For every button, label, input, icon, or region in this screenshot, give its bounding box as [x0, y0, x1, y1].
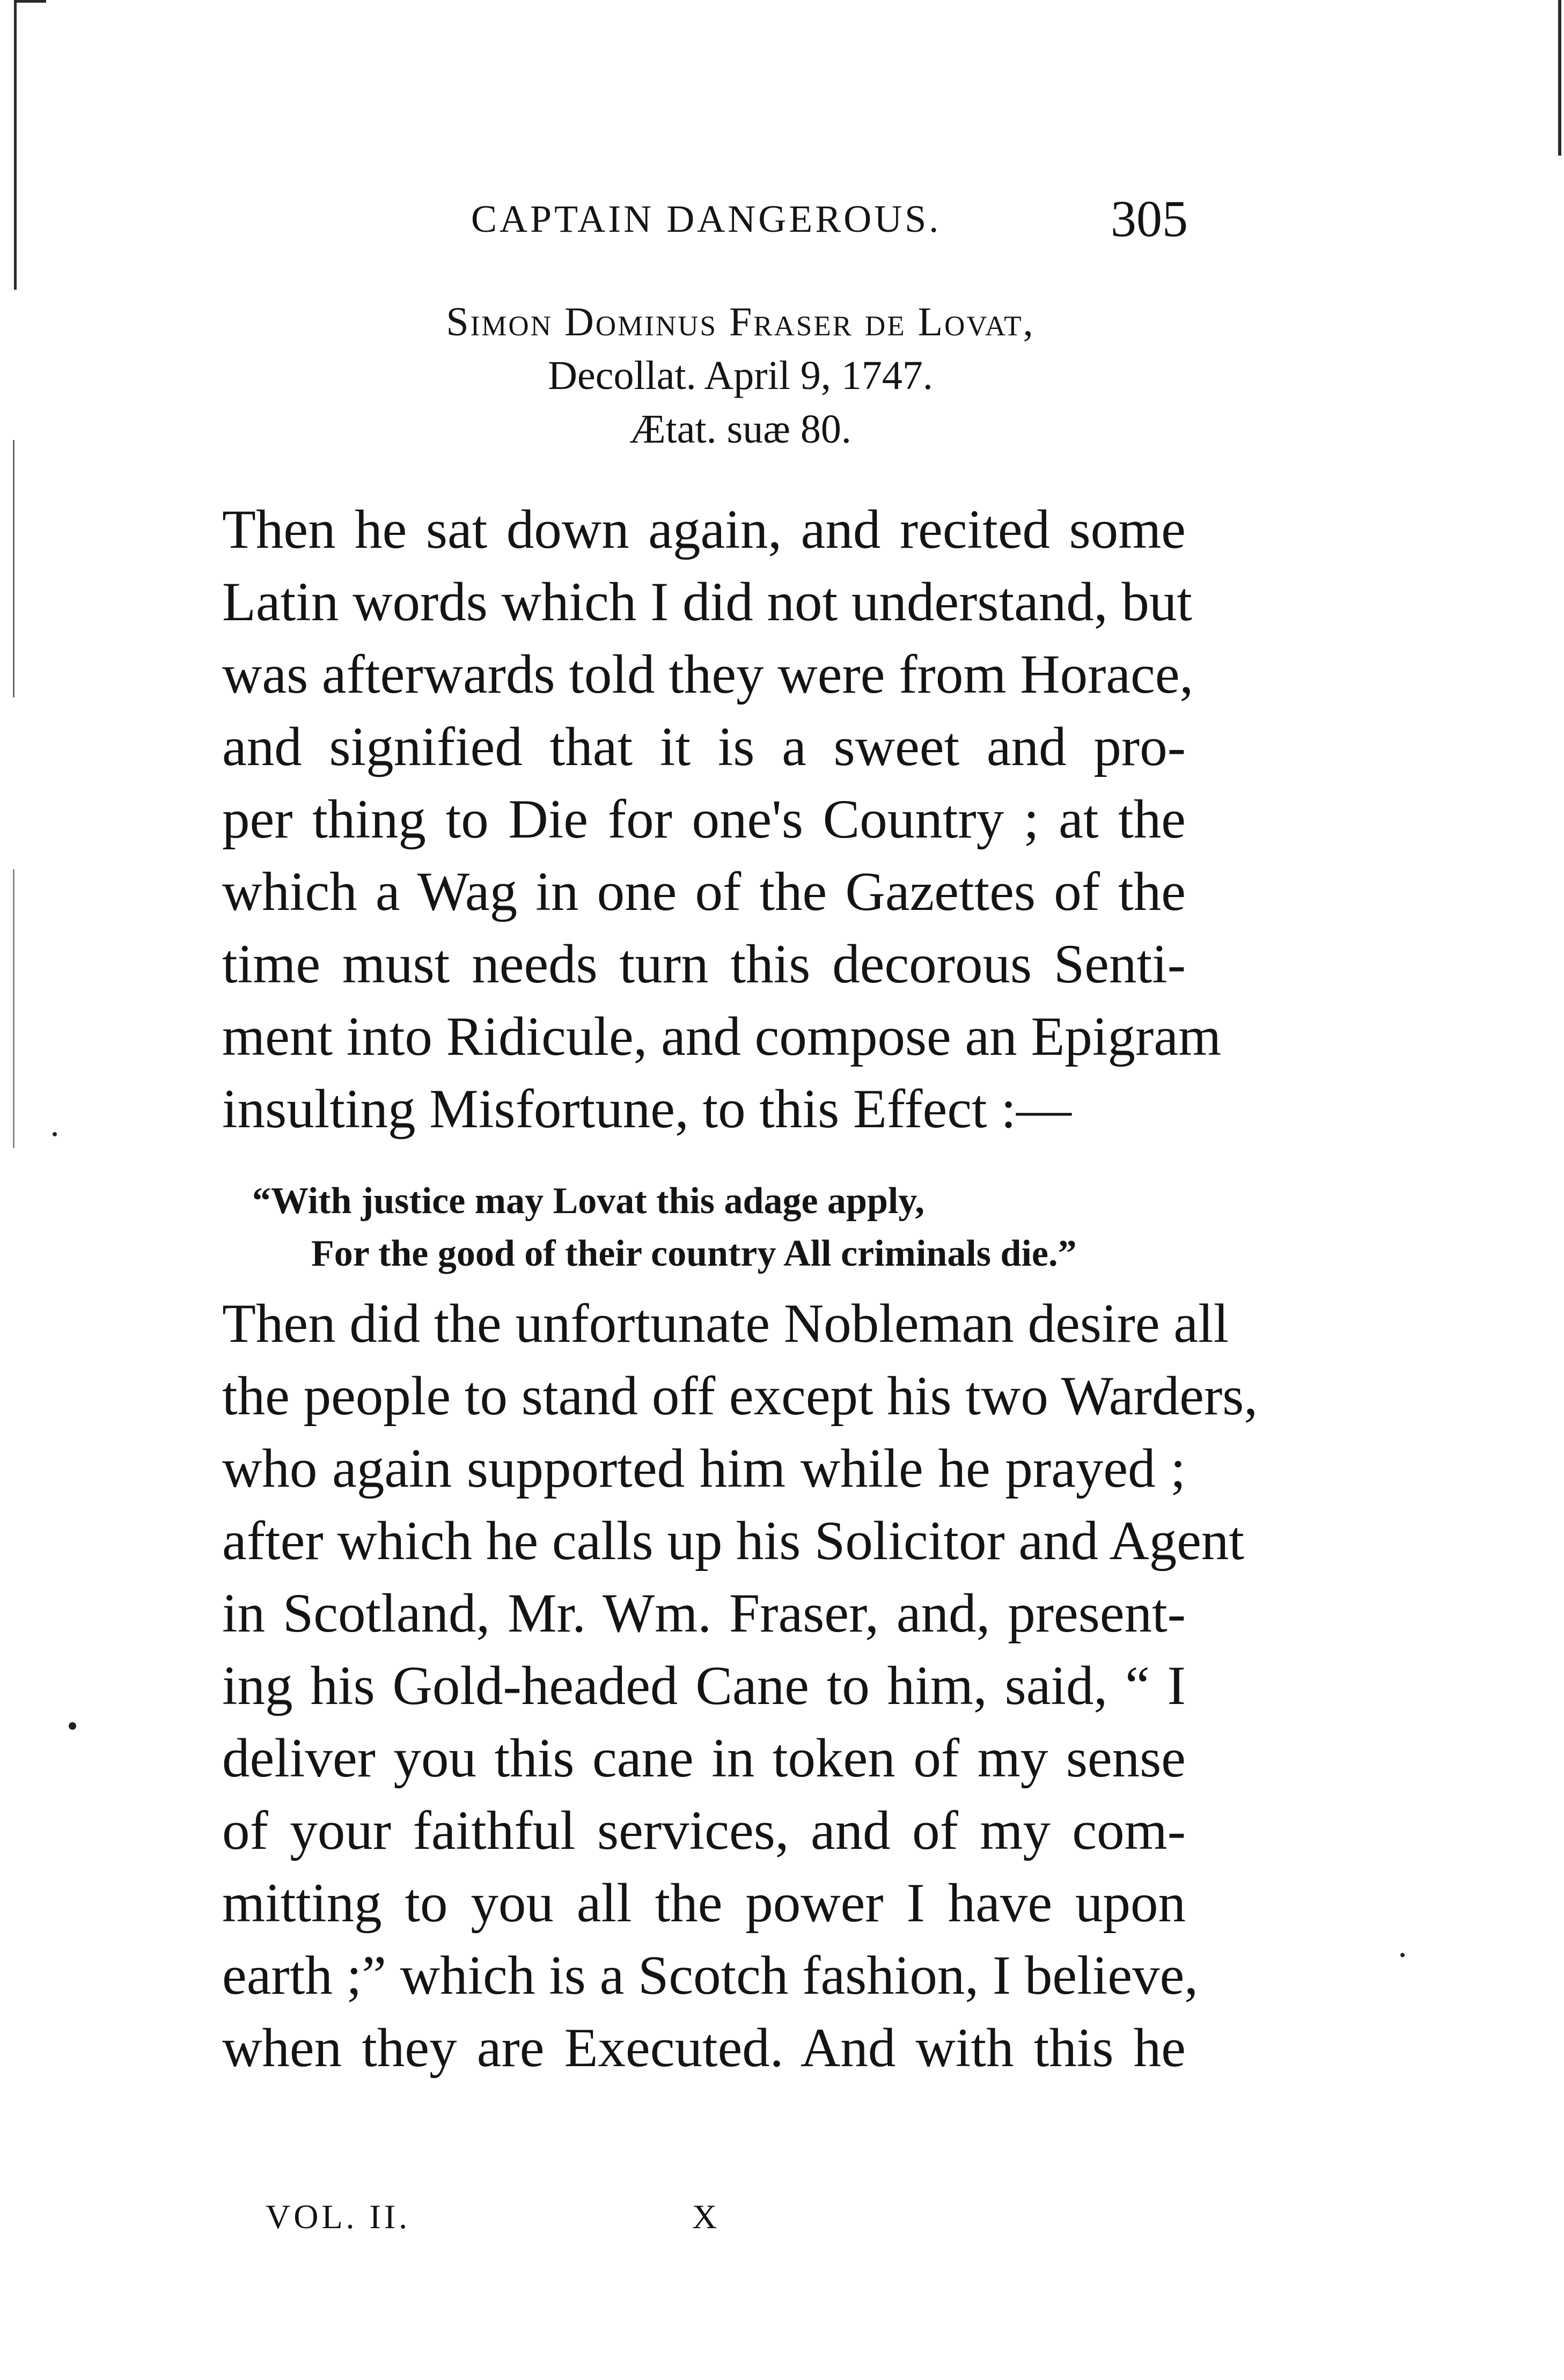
epigram-line-2: For the good of their country All criminals die.” — [311, 1233, 1077, 1274]
scan-speck — [53, 1132, 57, 1136]
inscription-name-line: Simon Dominus Fraser de Lovat, — [446, 299, 1035, 344]
gathering-signature: X — [692, 2198, 719, 2236]
text-line: per thing to Die for one's Country ; at the — [222, 789, 1186, 850]
text-line: which a Wag in one of the Gazettes of the — [222, 861, 1186, 922]
scan-edge-right — [1558, 0, 1561, 156]
text-line: after which he calls up his Solicitor and Agent — [222, 1510, 1245, 1571]
paragraph-2 — [222, 1288, 1258, 2084]
text-line: insulting Misfortune, to this Effect :— — [222, 1078, 1072, 1140]
scan-edge-left — [14, 0, 17, 290]
text-line: the people to stand off except his two Warders, — [222, 1365, 1258, 1427]
page-number: 305 — [1111, 190, 1188, 247]
scan-speck — [69, 1722, 76, 1730]
text-line: who again supported him while he prayed ; — [222, 1438, 1186, 1499]
text-line: Then did the unfortunate Nobleman desire all — [222, 1293, 1229, 1354]
epitaph-inscription — [322, 295, 1159, 456]
text-line: deliver you this cane in token of my sense — [222, 1728, 1186, 1789]
text-line: and signified that it is a sweet and pro- — [222, 716, 1186, 777]
text-line: ing his Gold-headed Cane to him, said, “ I — [222, 1655, 1186, 1716]
text-line: ment into Ridicule, and compose an Epigram — [222, 1006, 1222, 1067]
text-line: when they are Executed. And with this he — [222, 2017, 1186, 2078]
inscription-age-line: Ætat. suæ 80. — [629, 407, 851, 452]
text-line: of your faithful services, and of my com- — [222, 1800, 1186, 1861]
paragraph-1 — [222, 494, 1222, 1145]
scan-edge-left-faint — [13, 440, 14, 697]
running-title: CAPTAIN DANGEROUS. — [471, 197, 942, 240]
volume-signature: VOL. II. — [266, 2198, 411, 2236]
text-line: time must needs turn this decorous Senti- — [222, 934, 1186, 995]
epigram-line-1: “With justice may Lovat this adage apply, — [252, 1180, 924, 1222]
text-line: mitting to you all the power I have upon — [222, 1872, 1186, 1934]
text-line: Then he sat down again, and recited some — [222, 499, 1186, 560]
text-line: Latin words which I did not understand, but — [222, 571, 1192, 633]
text-line: in Scotland, Mr. Wm. Fraser, and, present- — [222, 1583, 1186, 1644]
scan-edge-left-faint-lower — [13, 869, 14, 1148]
text-line: earth ;” which is a Scotch fashion, I believe, — [222, 1945, 1199, 2006]
inscription-date-line: Decollat. April 9, 1747. — [548, 353, 933, 398]
epigram-verse — [252, 1175, 1191, 1280]
text-line: was afterwards told they were from Horace, — [222, 644, 1194, 705]
scan-speck — [1400, 1953, 1405, 1957]
scan-edge-top — [14, 0, 46, 3]
